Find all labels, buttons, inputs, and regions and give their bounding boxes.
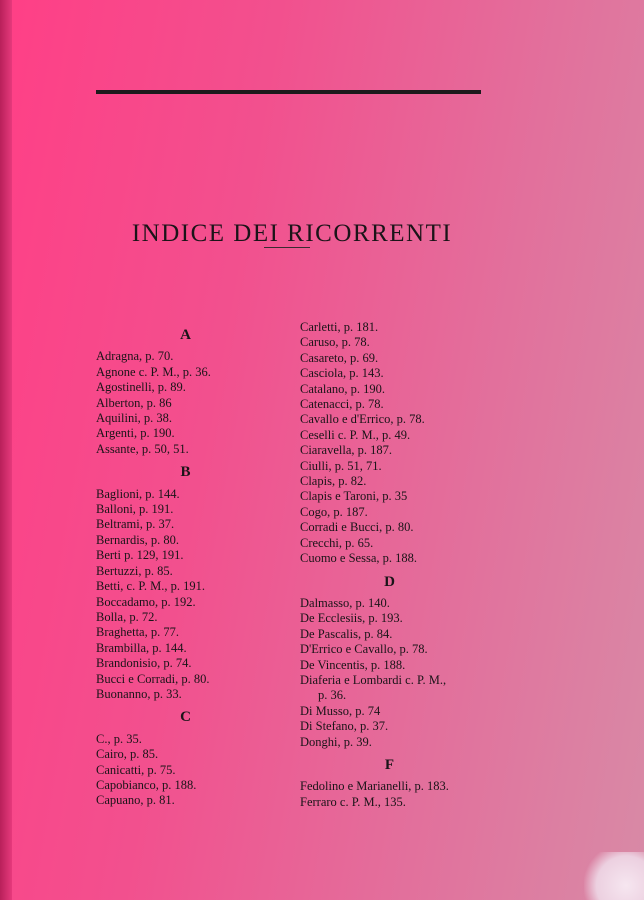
index-entry: Catenacci, p. 78. (300, 397, 384, 412)
left-column (96, 320, 286, 809)
section-letter: B (180, 464, 192, 481)
right-column (300, 320, 540, 810)
index-entry: Crecchi, p. 65. (300, 535, 374, 550)
section-letter: C (180, 709, 192, 726)
index-entry: Assante, p. 50, 51. (96, 441, 189, 456)
index-entry: Bolla, p. 72. (96, 609, 158, 624)
index-entry: Caruso, p. 78. (300, 335, 370, 350)
index-entry: Cairo, p. 85. (96, 747, 159, 762)
index-entry: Diaferia e Lombardi c. P. M., (300, 672, 447, 687)
index-entry: Agnone c. P. M., p. 36. (96, 364, 211, 379)
index-entry: D'Errico e Cavallo, p. 78. (300, 642, 428, 657)
index-entry: Fedolino e Marianelli, p. 183. (300, 779, 449, 794)
index-entry: De Pascalis, p. 84. (300, 626, 393, 641)
index-entry: Beltrami, p. 37. (96, 517, 175, 532)
index-entry: Bernardis, p. 80. (96, 532, 179, 547)
index-entry: Brandonisio, p. 74. (96, 656, 192, 671)
index-entry: Donghi, p. 39. (300, 734, 372, 749)
index-entry: Brambilla, p. 144. (96, 640, 187, 655)
index-entry: Agostinelli, p. 89. (96, 380, 186, 395)
index-entry: C., p. 35. (96, 731, 142, 746)
index-entry: Argenti, p. 190. (96, 426, 175, 441)
index-entry: Capobianco, p. 188. (96, 777, 197, 792)
index-entry: Di Stefano, p. 37. (300, 719, 389, 734)
index-entry: Dalmasso, p. 140. (300, 595, 390, 610)
page-title: INDICE DEI RICORRENTI (131, 219, 453, 247)
index-entry: Cavallo e d'Errico, p. 78. (300, 412, 425, 427)
index-entry: Cuomo e Sessa, p. 188. (300, 551, 418, 566)
binding-edge (0, 0, 12, 900)
index-entry: Di Musso, p. 74 (300, 703, 381, 718)
index-entry: Casciola, p. 143. (300, 366, 384, 381)
index-entry: Berti p. 129, 191. (96, 548, 184, 563)
index-entry: Cogo, p. 187. (300, 504, 368, 519)
index-entry: Casareto, p. 69. (300, 350, 379, 365)
index-entry: Aquilini, p. 38. (96, 411, 173, 426)
index-entry: Alberton, p. 86 (96, 395, 172, 410)
index-entry: Clapis e Taroni, p. 35 (300, 489, 408, 504)
index-entry: Bertuzzi, p. 85. (96, 563, 173, 578)
index-entry: p. 36. (318, 688, 347, 703)
index-entry: Bucci e Corradi, p. 80. (96, 671, 210, 686)
index-entry: De Vincentis, p. 188. (300, 657, 406, 672)
index-entry: De Ecclesiis, p. 193. (300, 611, 403, 626)
title-underline (264, 247, 310, 248)
index-entry: Clapis, p. 82. (300, 474, 367, 489)
index-entry: Baglioni, p. 144. (96, 486, 180, 501)
index-entry: Canicatti, p. 75. (96, 762, 176, 777)
index-entry: Ferraro c. P. M., 135. (300, 794, 406, 809)
index-entry: Braghetta, p. 77. (96, 625, 179, 640)
index-entry: Ciaravella, p. 187. (300, 443, 392, 458)
section-letter: D (384, 573, 396, 590)
index-entry: Ceselli c. P. M., p. 49. (300, 427, 411, 442)
index-entry: Catalano, p. 190. (300, 381, 386, 396)
section-letter: F (384, 756, 396, 773)
section-letter: A (180, 327, 192, 343)
index-entry: Carletti, p. 181. (300, 320, 379, 334)
index-entry: Ciulli, p. 51, 71. (300, 458, 382, 473)
index-entry: Corradi e Bucci, p. 80. (300, 520, 414, 535)
index-entry: Boccadamo, p. 192. (96, 594, 196, 609)
library-stamp (584, 852, 644, 900)
index-entry: Buonanno, p. 33. (96, 686, 182, 701)
index-entry: Capuano, p. 81. (96, 793, 175, 808)
index-entry: Adragna, p. 70. (96, 349, 174, 364)
index-entry: Betti, c. P. M., p. 191. (96, 579, 206, 594)
index-entry: Balloni, p. 191. (96, 502, 174, 517)
top-rule (96, 90, 481, 94)
